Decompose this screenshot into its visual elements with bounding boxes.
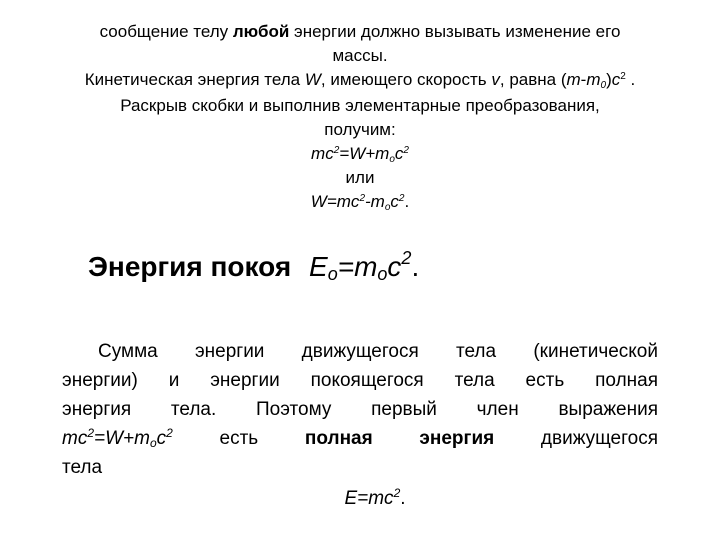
superscript: 2 [87, 426, 95, 440]
text-line [0, 68, 720, 92]
paragraph-line [62, 424, 658, 453]
text: массы. [332, 46, 388, 65]
subscript: o [377, 264, 388, 284]
total-energy-formula [0, 488, 720, 510]
eq-part: c [390, 192, 399, 211]
equation [0, 142, 720, 166]
text: Раскрыв скобки и выполнив элементарные преобразования, [120, 96, 600, 115]
text: получим: [324, 120, 396, 139]
text: движущегося [494, 428, 658, 449]
text: ) [606, 70, 612, 89]
eq-part: E=mc [344, 488, 394, 509]
superscript: 2 [393, 486, 401, 500]
subscript: 0 [600, 80, 607, 91]
text: энергии должно вызывать изменение его [289, 22, 621, 41]
bold-text: полная энергия [304, 428, 495, 449]
text: сообщение телу [99, 22, 233, 41]
paragraph-line: Сумма энергии движущегося тела (кинетической [98, 341, 658, 362]
eq-part: c [387, 251, 402, 282]
text: есть [172, 428, 305, 449]
text-line [0, 118, 720, 142]
eq-part: mc [311, 144, 334, 163]
text-line [0, 20, 720, 44]
eq-part: E [309, 251, 328, 282]
eq-part: c [394, 144, 404, 163]
equation [0, 190, 720, 214]
rest-energy-heading [88, 247, 419, 287]
text: или [345, 168, 375, 187]
text-line [0, 44, 720, 68]
eq-part: =m [337, 251, 378, 282]
text-line [0, 166, 720, 190]
eq-part: mc [62, 428, 88, 449]
superscript: 2 [620, 71, 626, 82]
eq-part: . [411, 251, 420, 282]
superscript: 2 [333, 145, 340, 156]
superscript: 2 [403, 145, 409, 156]
superscript: 2 [166, 426, 173, 440]
text-line [0, 94, 720, 118]
eq-part: =W+m [339, 144, 390, 163]
superscript: 2 [401, 248, 412, 268]
symbol: m [566, 70, 581, 89]
symbol: W [304, 70, 321, 89]
text: , равна ( [499, 70, 567, 89]
eq-part: -m [365, 192, 385, 211]
symbol: c [611, 70, 621, 89]
text: . [625, 70, 636, 89]
total-energy-paragraph [62, 337, 658, 482]
symbol: m [586, 70, 601, 89]
superscript: 2 [398, 193, 405, 204]
text: - [580, 70, 587, 89]
paragraph-line: тела [62, 457, 103, 478]
paragraph-line: энергии) и энергии покоящегося тела есть полная [62, 370, 658, 391]
text: , имеющего скорость [320, 70, 492, 89]
subscript: o [149, 436, 157, 450]
heading-label: Энергия покоя [88, 251, 292, 282]
subscript: o [389, 154, 395, 165]
paragraph-line: энергия тела. Поэтому первый член выражения [62, 399, 658, 420]
bold-text: любой [232, 22, 290, 41]
eq-part: . [404, 192, 410, 211]
eq-part: c [156, 428, 167, 449]
superscript: 2 [359, 193, 365, 204]
rest-energy-formula [309, 248, 420, 284]
subscript: o [384, 202, 391, 213]
eq-part: W=mc [310, 192, 360, 211]
eq-part: =W+m [94, 428, 150, 449]
subscript: o [327, 264, 338, 284]
symbol: v [491, 70, 500, 89]
eq-part: . [400, 488, 406, 509]
text: Кинетическая энергия тела [84, 70, 305, 89]
